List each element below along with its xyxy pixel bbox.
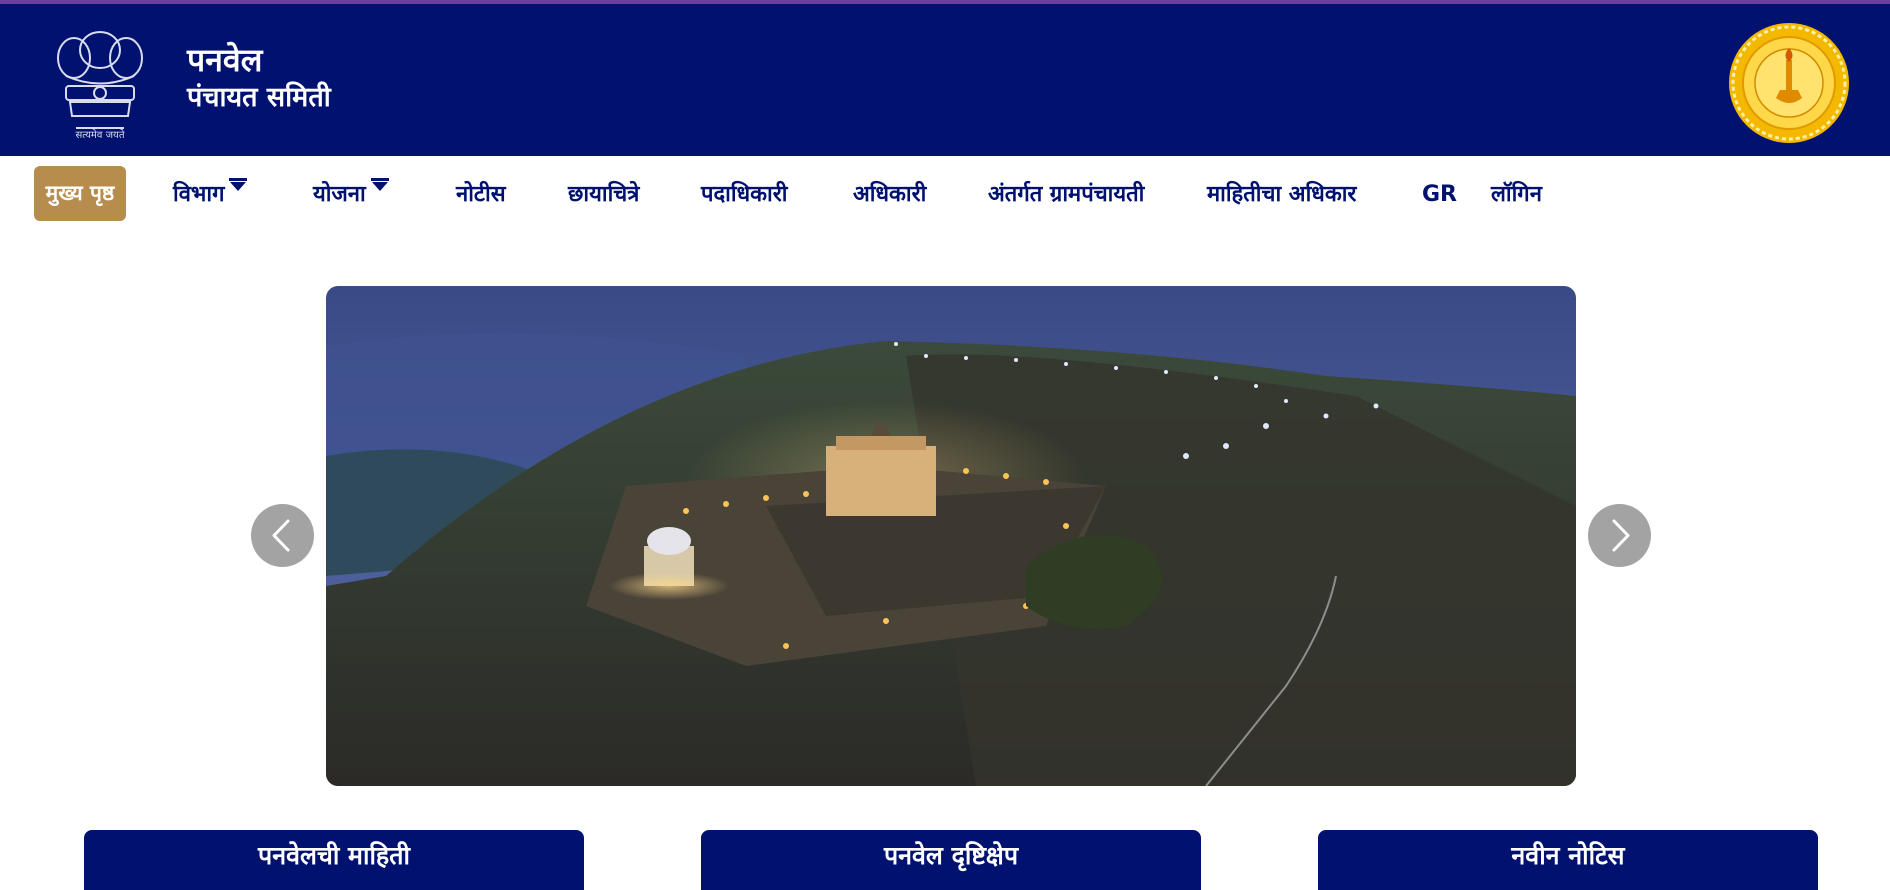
nav-item-vibhag[interactable] [173, 178, 246, 212]
site-title: पनवेल [187, 41, 263, 79]
card-header-panvel-overview: पनवेल दृष्टिक्षेप [701, 830, 1201, 890]
main-navigation [0, 156, 1890, 232]
nav-item-officers[interactable]: अधिकारी [853, 182, 927, 207]
nav-item-gr[interactable]: GR [1422, 182, 1457, 207]
chevron-left-icon [251, 504, 314, 567]
maharashtra-seal-logo [1726, 20, 1852, 146]
nav-item-label: विभाग [173, 182, 225, 207]
site-subtitle: पंचायत समिती [187, 82, 331, 113]
nav-item-notices[interactable]: नोटीस [456, 182, 506, 207]
site-header [0, 4, 1890, 156]
nav-item-login[interactable]: लॉगिन [1491, 182, 1542, 207]
nav-item-photos[interactable]: छायाचित्रे [568, 182, 640, 207]
nav-item-yojana[interactable] [313, 178, 388, 212]
carousel-prev-button[interactable] [251, 504, 314, 567]
card-header-panvel-info: पनवेलची माहिती [84, 830, 584, 890]
nav-item-gram-panchayats[interactable]: अंतर्गत ग्रामपंचायती [988, 182, 1145, 207]
svg-text:सत्यमेव जयते: सत्यमेव जयते [75, 130, 125, 141]
nav-home-button[interactable]: मुख्य पृष्ठ [34, 166, 126, 221]
hero-carousel-image [326, 286, 1576, 786]
chevron-right-icon [1588, 504, 1651, 567]
national-emblem-logo [36, 16, 164, 144]
site-title-block [187, 40, 331, 116]
caret-down-icon [372, 182, 388, 191]
caret-down-icon [230, 182, 246, 191]
nav-item-label: योजना [313, 182, 366, 207]
card-header-new-notices: नवीन नोटिस [1318, 830, 1818, 890]
nav-item-office-bearers[interactable]: पदाधिकारी [701, 182, 788, 207]
nav-item-rti[interactable]: माहितीचा अधिकार [1207, 182, 1357, 207]
carousel-next-button[interactable] [1588, 504, 1651, 567]
